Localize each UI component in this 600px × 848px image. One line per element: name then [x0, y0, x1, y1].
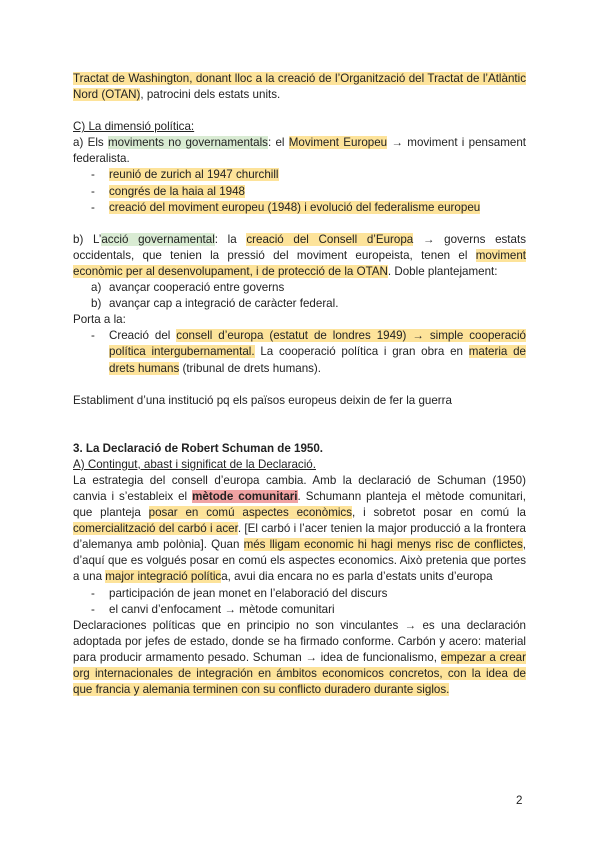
text-span: Establiment d’una institució pq els països europeus deixin de fer la guerra [73, 393, 452, 407]
text-span: → governs estats occidentals, que tenien la pressió del moviment europeista, tenen el [73, 232, 526, 262]
section-title-schuman [73, 441, 526, 457]
section-heading-dimensio-politica [73, 119, 526, 135]
highlight-bullet: creació del moviment europeu (1948) i evolució del federalisme europeu [109, 200, 481, 214]
paragraph-accio-governamental [73, 232, 526, 280]
highlight-drets-humans: materia de drets humans [109, 345, 527, 375]
list-text: avançar cooperació entre governs [109, 281, 285, 295]
text-span: . Doble plantejament: [387, 264, 498, 278]
highlight-accio: acció governamental [101, 232, 215, 246]
text-span: , d’aquí que es volgués posar en comú els aspectes economics. Això pretenia que portes a una [73, 538, 526, 584]
highlight-lligam: més lligam economic hi hagi menys risc de conflictes [243, 538, 523, 552]
highlight-otan: Tractat de Washington, donant lloc a la creació de l’Organització del Tractat de l’Atlàntic Nord (OTAN) [73, 72, 526, 102]
text-span: a) Els [73, 136, 108, 150]
highlight-moviments: moviments no governamentals [107, 136, 268, 150]
text-span: La estrategia del consell d’europa cambia. Amb la declaració de Schuman (1950) canvia i s’estableix el [73, 473, 526, 503]
paragraph-declaraciones [73, 618, 526, 698]
paragraph-schuman [73, 473, 526, 586]
highlight-funcionalismo: empezar a crear org internacionales de integración en ámbitos economicos concretos, con la idea de que francia y alemania terminen con su conflicto duradero durante siglos. [73, 650, 526, 697]
text-span: a, avui dia encara no es parla d’estats units d’europa [221, 570, 493, 584]
heading-text: 3. La Declaració de Robert Schuman de 1950. [73, 441, 324, 455]
section-subheading-contingut [73, 457, 526, 473]
text-span: (tribunal de drets humans). [179, 361, 322, 375]
paragraph-porta [73, 312, 526, 328]
bullet-list-schuman [73, 586, 526, 618]
highlight-moviment-economic: moviment econòmic per al desenvolupament, i de protecció de la OTAN [73, 248, 526, 278]
paragraph-washington [73, 71, 526, 103]
paragraph-establiment [73, 393, 526, 409]
list-text: el canvi d’enfocament → mètode comunitari [109, 602, 335, 616]
list-item [73, 296, 526, 312]
text-span: . Schumann planteja el mètode comunitari, que planteja [73, 489, 526, 520]
list-item [73, 280, 526, 296]
list-item [73, 200, 526, 216]
text-span: Porta a la: [73, 313, 126, 327]
text-span: . [El carbó i l’acer tenien la major producció a la frontera d’alemanya amb polònia]. Quan [73, 522, 526, 552]
text-span: , patrocini dels estats units. [140, 88, 281, 102]
heading-text: C) La dimensió política: [73, 120, 195, 134]
list-item [73, 602, 526, 618]
text-span: Declaraciones políticas que en principio no son vinculantes → es una declaración adoptada por jefes de estado, donde se ha firmado conforme. Carbón y acero: material para producir armamento pesado. Schuman → idea de funcionalismo, [73, 618, 526, 664]
list-item [73, 184, 526, 200]
highlight-consell: creació del Consell d’Europa [246, 232, 414, 246]
highlight-metode-comunitari: mètode comunitari [192, 489, 298, 503]
list-text: avançar cap a integració de caràcter federal. [109, 297, 339, 311]
text-span: La cooperació política i gran obra en [254, 345, 469, 359]
bullet-list-creacio [73, 328, 526, 376]
list-item [73, 328, 526, 376]
bullet-list-moviment [73, 167, 526, 215]
highlight-comercialitzacio: comercialització del carbó i acer [73, 522, 238, 536]
text-span: b) L’ [73, 232, 102, 246]
highlight-bullet: reunió de zurich al 1947 churchill [109, 168, 279, 182]
list-marker: b) [91, 297, 102, 311]
highlight-moviment-europeu: Moviment Europeu [288, 136, 388, 150]
list-item [73, 586, 526, 602]
highlight-aspectes: posar en comú aspectes econòmics [148, 506, 353, 520]
text-span: , i sobretot posar en comú la [352, 506, 526, 520]
highlight-integracio: major integració polític [105, 570, 222, 584]
text-span: → moviment i pensament federalista. [73, 136, 527, 166]
text-span: : la [214, 232, 247, 246]
list-item [73, 167, 526, 183]
highlight-bullet: congrés de la haia al 1948 [109, 184, 246, 198]
text-span: Creació del [109, 329, 177, 343]
text-span: : el [267, 136, 289, 150]
page-number: 2 [516, 794, 523, 807]
paragraph-moviments [73, 135, 526, 167]
heading-text: A) Contingut, abast i significat de la Declaració. [73, 457, 316, 471]
list-marker: a) [91, 281, 102, 295]
list-text: participación de jean monet en l’elaboració del discurs [109, 586, 388, 600]
alpha-list [73, 280, 526, 312]
highlight-consell-europa: consell d’europa (estatut de londres 1949) → simple cooperació política intergubernamental. [109, 329, 526, 359]
page-content [73, 71, 526, 698]
